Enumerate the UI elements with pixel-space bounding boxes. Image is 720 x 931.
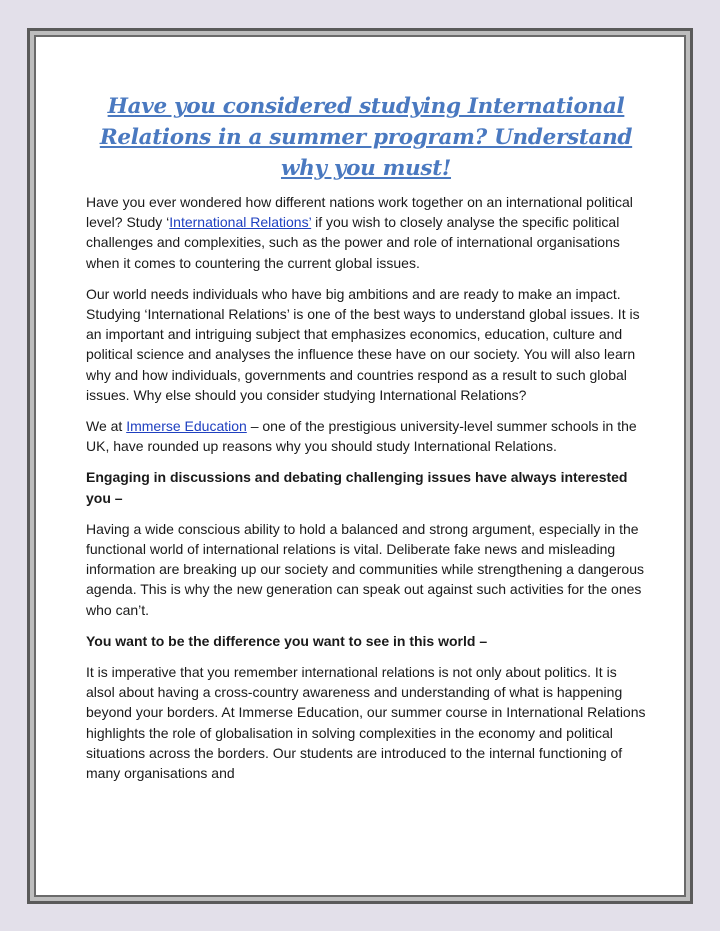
ambitions-paragraph: Our world needs individuals who have big ambitions and are ready to make an impact. Studying ‘International Relations’ is one of the best ways to understand global issues. It is an important and intriguing subject that emphasizes economics, education, culture and political science and analyses the influence these have on our society. You will also learn why and how individuals, governments and countries respond as a result to such global issues. Why else should you consider studying International Relations?	[86, 285, 640, 403]
document-title: Have you considered studying International Relations in a summer program? Understand why you must!	[99, 94, 633, 181]
document-page	[34, 35, 686, 897]
page-border	[27, 28, 693, 904]
document-content	[86, 91, 646, 794]
immerse-text-start: We at	[86, 418, 127, 435]
intro-paragraph	[86, 192, 646, 273]
international-relations-link[interactable]: International Relations’	[169, 214, 312, 231]
debating-paragraph: Having a wide conscious ability to hold a balanced and strong argument, especially in the functional world of international relations is vital. Deliberate fake news and misleading information are breaking up our society and communities while strengthening a dangerous agenda. This is why the new generation can speak out against such activities for the ones who can’t.	[86, 520, 644, 618]
immerse-education-link[interactable]: Immerse Education	[126, 418, 247, 435]
section-heading-difference: You want to be the difference you want to see in this world –	[86, 632, 488, 649]
intro-text-end: if you wish to closely analyse the specific political challenges and complexities, such as the power and role of international organisations when it comes to countering the current global issues.	[86, 214, 620, 271]
immerse-text-end: – one of the prestigious university-level summer schools in the UK, have rounded up reasons why you should study International Relations.	[86, 418, 637, 455]
difference-paragraph: It is imperative that you remember international relations is not only about politics. It is alsol about having a cross-country awareness and understanding of what is happening beyond your borders. At Immerse Education, our summer course in International Relations highlights the role of globalisation in solving complexities in the economy and political situations across the borders. Our students are introduced to the internal functioning of many organisations and	[86, 664, 646, 782]
immerse-paragraph	[86, 416, 646, 456]
intro-text-start: Have you ever wondered how different nations work together on an international political level? Study ‘	[86, 194, 633, 231]
section-heading-debating: Engaging in discussions and debating challenging issues have always interested you –	[86, 469, 628, 506]
